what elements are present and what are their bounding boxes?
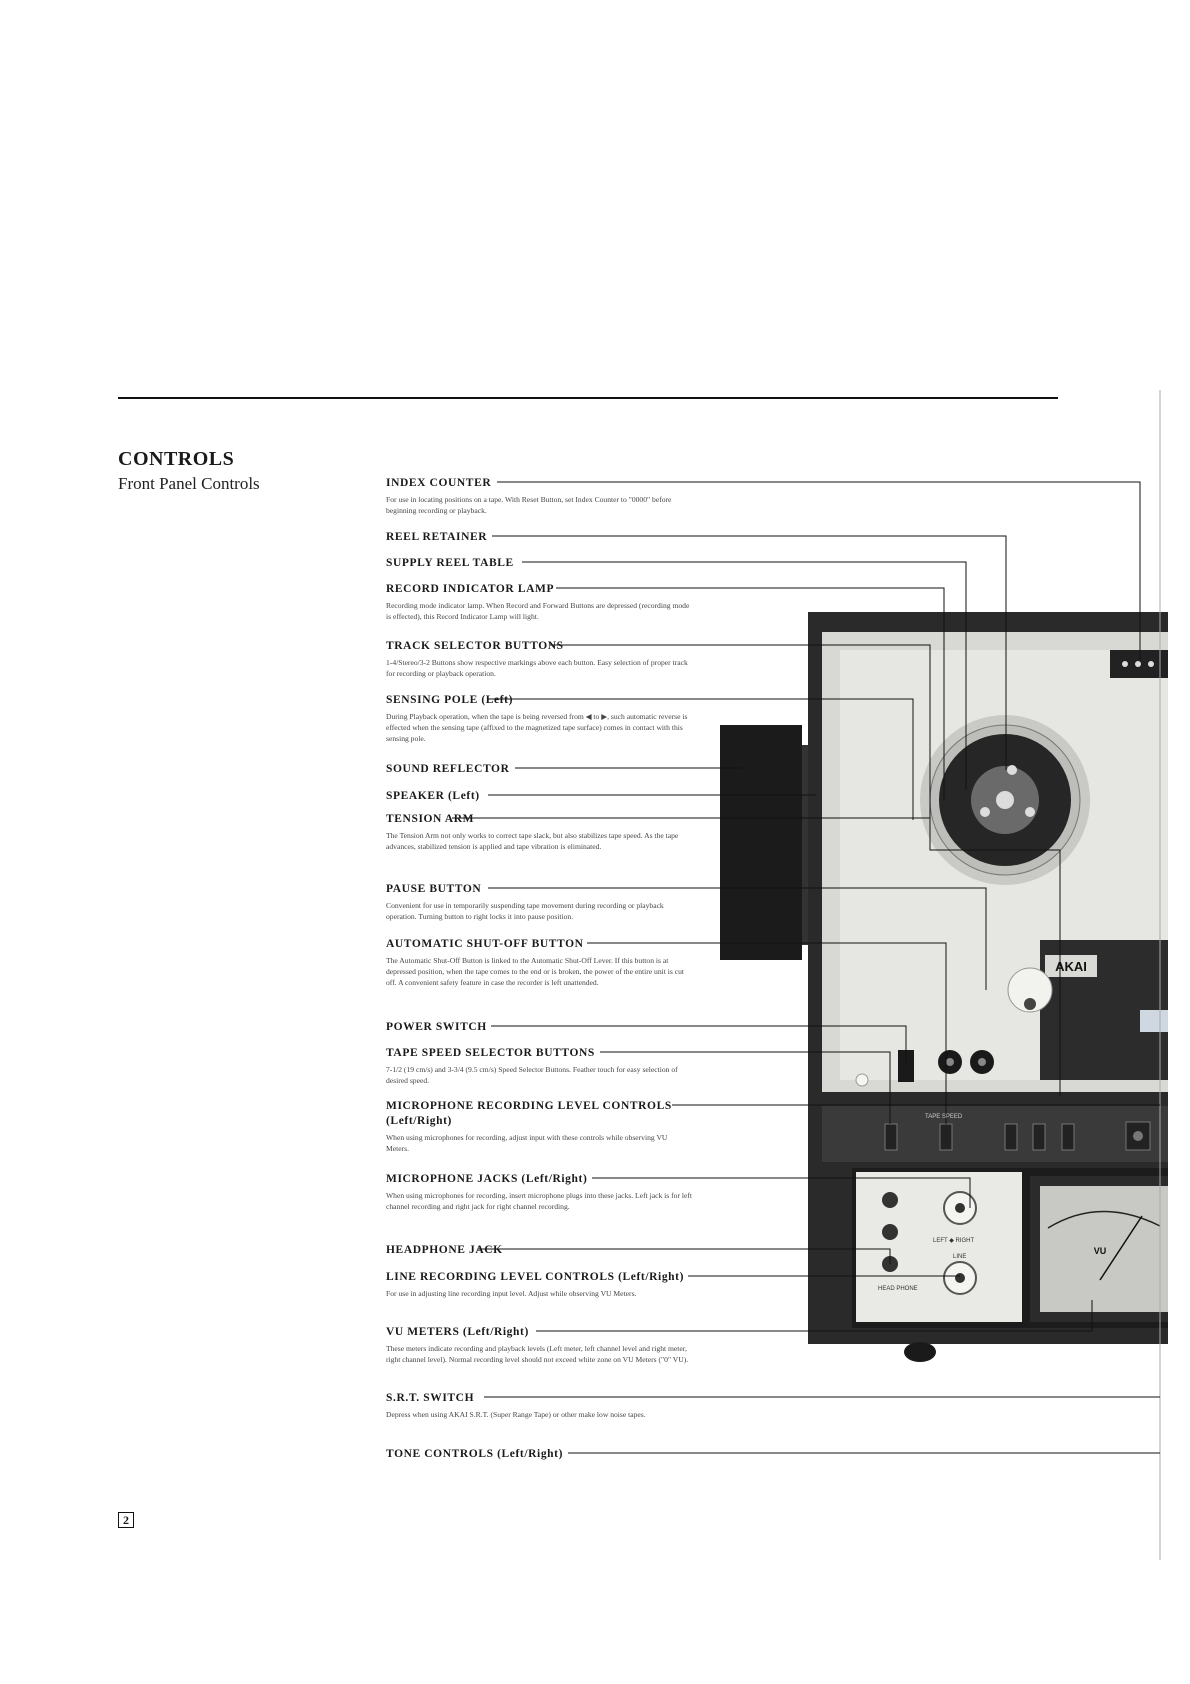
page-title: CONTROLS [118,448,235,470]
headphone-label: HEAD PHONE [878,1286,918,1292]
page-number: 2 [118,1512,134,1528]
akai-badge-text: AKAI [1055,959,1087,974]
control-description: These meters indicate recording and playback levels (Left meter, left channel level and right meter, right channel level). Normal recording level should not exceed white zone on VU Meters ("0" VU). [386,1344,689,1364]
control-entry-srt-switch [386,1391,696,1420]
control-description: The Automatic Shut-Off Button is linked to the Automatic Shut-Off Lever. If this button is at depressed position, when the tape comes to the end or is broken, the power of the entire unit is cut off. A convenient safety feature in case the recorder is left unattended. [386,956,684,987]
control-entry-mic-jacks [386,1172,696,1212]
vu-label: VU [1093,1246,1107,1256]
speed-badge [1140,1010,1168,1032]
control-description: 1-4/Stereo/3-2 Buttons show respective markings above each button. Easy selection of proper track for recording or playback operation. [386,658,688,678]
control-entry-tape-speed-selector [386,1046,696,1086]
control-entry-track-selector-buttons [386,639,696,679]
control-description: 7-1/2 (19 cm/s) and 3-3/4 (9.5 cm/s) Speed Selector Buttons. Feather touch for easy selection of desired speed. [386,1065,678,1085]
control-entry-tension-arm [386,812,696,852]
control-title: RECORD INDICATOR LAMP [386,583,555,595]
control-title: INDEX COUNTER [386,477,492,489]
control-entry-headphone-jack [386,1243,696,1258]
control-description: When using microphones for recording, insert microphone plugs into these jacks. Left jack is for left channel recording and right jack for right channel recording. [386,1191,692,1211]
control-title: MICROPHONE RECORDING LEVEL CONTROLS (Left/Right) [386,1100,672,1127]
control-description: Recording mode indicator lamp. When Record and Forward Buttons are depressed (recording mode is effected), this Record Indicator Lamp will light. [386,601,690,621]
control-description: During Playback operation, when the tape is being reversed from ◀ to ▶, such automatic reverse is effected when the sensing tape (affixed to the magnetized tape surface) comes in contact with this sensing pole. [386,712,688,743]
page-subtitle: Front Panel Controls [118,474,260,493]
control-title: HEADPHONE JACK [386,1244,503,1256]
control-entry-sensing-pole [386,693,696,744]
control-entry-index-counter [386,476,696,516]
speaker-left [720,725,802,960]
control-description: The Tension Arm not only works to correct tape slack, but also stabilizes tape speed. As the tape advances, stabilized tension is applied and tape vibration is eliminated. [386,831,679,851]
control-description: Depress when using AKAI S.R.T. (Super Range Tape) or other make low noise tapes. [386,1410,646,1419]
control-title: TRACK SELECTOR BUTTONS [386,640,564,652]
control-title: AUTOMATIC SHUT-OFF BUTTON [386,938,584,950]
control-entry-speaker [386,789,696,804]
control-entry-tone-controls [386,1447,696,1462]
control-title: POWER SWITCH [386,1021,487,1033]
control-description: When using microphones for recording, adjust input with these controls while observing VU Meters. [386,1133,668,1153]
control-title: TONE CONTROLS (Left/Right) [386,1448,564,1460]
button-strip [822,1106,1168,1162]
control-title: REEL RETAINER [386,531,488,543]
control-entry-mic-recording-level [386,1099,676,1154]
track-button-1 [1005,1124,1017,1150]
mic-jack-left [882,1192,898,1208]
deck-foot [904,1342,936,1362]
tape-speed-button-b [940,1124,952,1150]
control-description: For use in locating positions on a tape. With Reset Button, set Index Counter to "0000" before beginning recording or playback. [386,495,672,515]
control-entry-pause-button [386,882,696,922]
control-title: SOUND REFLECTOR [386,763,510,775]
control-title: MICROPHONE JACKS (Left/Right) [386,1173,588,1185]
control-title: PAUSE BUTTON [386,883,482,895]
reel-screw-3 [1025,807,1035,817]
control-title: S.R.T. SWITCH [386,1392,475,1404]
control-entry-power-switch [386,1020,696,1035]
reel-screw-2 [980,807,990,817]
tape-speed-label: TAPE SPEED [925,1114,963,1120]
reel-screw-1 [1007,765,1017,775]
reel-spindle [996,791,1014,809]
control-entry-sound-reflector [386,762,696,777]
control-entry-line-recording-level [386,1270,696,1299]
input-panel [856,1172,1022,1322]
control-title: LINE RECORDING LEVEL CONTROLS (Left/Right) [386,1271,685,1283]
control-title: SENSING POLE (Left) [386,694,514,706]
control-entry-automatic-shutoff [386,937,696,988]
control-title: SUPPLY REEL TABLE [386,557,514,569]
track-button-2 [1033,1124,1045,1150]
track-button-3 [1062,1124,1074,1150]
tape-speed-button-a [885,1124,897,1150]
control-entry-record-indicator-lamp [386,582,696,622]
control-title: TENSION ARM [386,813,475,825]
control-description: For use in adjusting line recording input level. Adjust while observing VU Meters. [386,1289,637,1298]
line-label: LINE [953,1254,967,1260]
mic-jack-right [882,1224,898,1240]
control-entry-supply-reel-table [386,556,696,571]
control-title: TAPE SPEED SELECTOR BUTTONS [386,1047,595,1059]
control-title: VU METERS (Left/Right) [386,1326,529,1338]
control-description: Convenient for use in temporarily suspending tape movement during recording or playback operation. Turning button to right locks it into pause position. [386,901,664,921]
left-right-label: LEFT ◆ RIGHT [933,1238,975,1244]
control-entry-vu-meters [386,1325,696,1365]
control-title: SPEAKER (Left) [386,790,480,802]
control-entry-reel-retainer [386,530,696,545]
